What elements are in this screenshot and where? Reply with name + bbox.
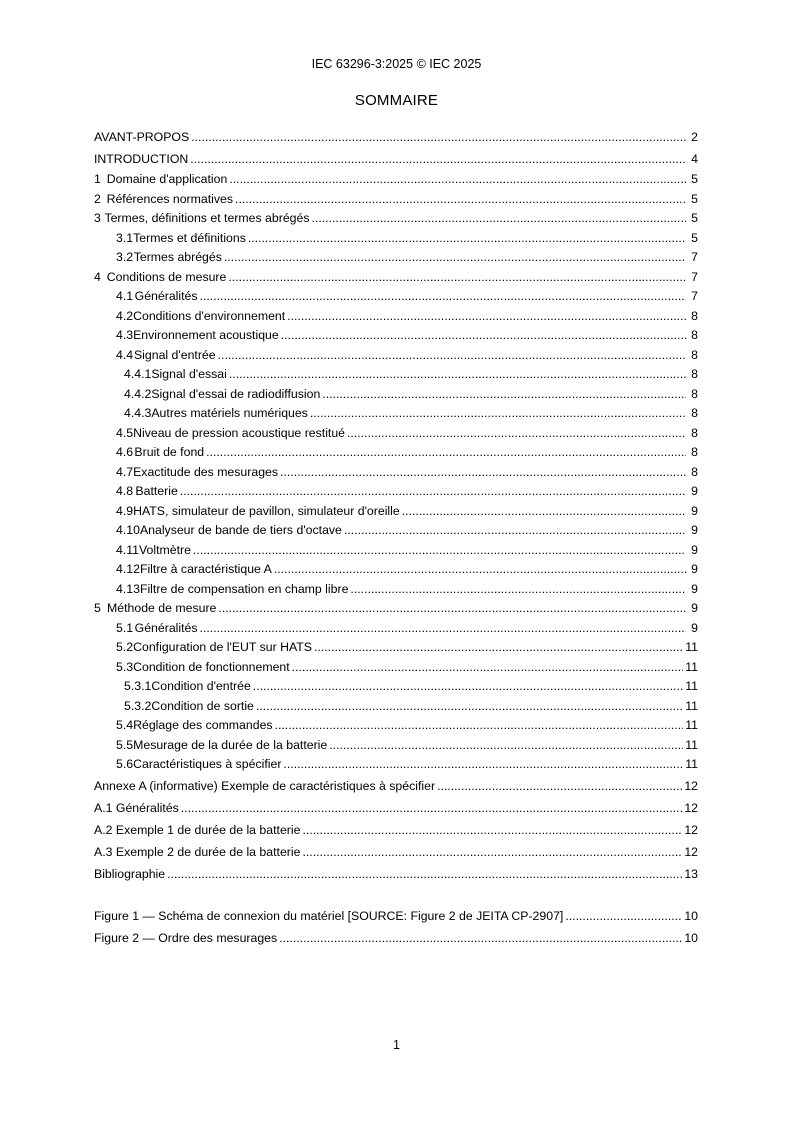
entry-title: Conditions d'environnement: [133, 308, 286, 323]
entry-page-number: 7: [691, 289, 698, 303]
entry-title: Caractéristiques à spécifier: [133, 757, 282, 771]
toc-entry[interactable]: [94, 126, 698, 148]
dot-leader: [402, 502, 686, 522]
dot-leader: [310, 404, 686, 424]
toc-entry[interactable]: [94, 841, 698, 863]
dot-leader: [228, 268, 686, 288]
entry-title: Exactitude des mesurages: [133, 464, 279, 479]
entry-page-number: 12: [684, 822, 698, 837]
entry-page-number: 9: [691, 601, 698, 615]
entry-title: Réglage des commandes: [133, 718, 273, 732]
entry-title: HATS, simulateur de pavillon, simulateur d'oreille: [133, 503, 400, 518]
entry-page-number: 8: [691, 386, 698, 401]
entry-number: 4.2: [116, 308, 134, 323]
toc-entry[interactable]: [94, 229, 698, 249]
entry-title: INTRODUCTION: [94, 152, 189, 166]
entry-title: Batterie: [135, 484, 178, 498]
dot-leader: [181, 797, 683, 819]
entry-number: 5.6: [116, 757, 134, 771]
entry-page-number: 12: [684, 800, 698, 815]
dot-leader: [274, 560, 686, 580]
entry-title: Niveau de pression acoustique restitué: [133, 425, 346, 440]
entry-page-number: 8: [691, 367, 698, 381]
entry-page-number: 9: [691, 562, 698, 576]
entry-page-number: 9: [691, 542, 698, 557]
entry-number: 4.11: [116, 542, 140, 557]
entry-number: 5.5: [116, 737, 134, 752]
entry-number: 3.1: [116, 230, 134, 245]
toc-entry[interactable]: [94, 268, 698, 288]
toc-entry[interactable]: [94, 541, 698, 561]
entry-page-number: 11: [685, 757, 698, 771]
entry-title: Condition d'entrée: [151, 679, 251, 693]
toc-entry[interactable]: [94, 599, 698, 619]
toc-entry[interactable]: [94, 580, 698, 600]
entry-title: Généralités: [134, 620, 198, 635]
entry-number: 5.3.2: [124, 698, 152, 713]
entry-page-number: 5: [691, 172, 698, 186]
entry-title: Mesurage de la durée de la batterie: [133, 737, 328, 752]
entry-page-number: 11: [685, 640, 698, 654]
entry-title: A.3 Exemple 2 de durée de la batterie: [94, 844, 301, 859]
entry-page-number: 11: [685, 718, 698, 732]
entry-title: Configuration de l'EUT sur HATS: [133, 640, 313, 654]
dot-leader: [206, 443, 686, 463]
entry-page-number: 8: [691, 406, 698, 420]
toc-entry[interactable]: [94, 560, 698, 580]
toc-entry[interactable]: [94, 248, 698, 268]
toc-entry[interactable]: [94, 716, 698, 736]
entry-number: 4.8: [116, 484, 134, 498]
entry-number: 3.2: [116, 250, 134, 264]
entry-page-number: 5: [691, 230, 698, 245]
entry-number: 4.6: [116, 445, 134, 459]
entry-page-number: 11: [685, 659, 698, 674]
dot-leader: [224, 248, 686, 268]
dot-leader: [256, 697, 683, 717]
toc-entry[interactable]: [94, 404, 698, 424]
entry-page-number: 9: [691, 523, 698, 537]
entry-page-number: 8: [691, 464, 698, 479]
entry-title: Références normatives: [106, 191, 234, 206]
toc-entry[interactable]: [94, 346, 698, 366]
page-number: 1: [393, 1038, 400, 1052]
toc-entry[interactable]: [94, 209, 698, 229]
entry-number: 4.10: [116, 523, 140, 537]
toc-entry[interactable]: [94, 619, 698, 639]
figure-entry[interactable]: [94, 927, 698, 949]
toc-entry[interactable]: [94, 326, 698, 346]
entry-page-number: 12: [684, 778, 698, 793]
entry-title: A.2 Exemple 1 de durée de la batterie: [94, 822, 301, 837]
entry-title: Signal d'essai: [151, 367, 227, 381]
dot-leader: [191, 126, 686, 148]
entry-number: 5.1: [116, 620, 134, 635]
entry-page-number: 13: [684, 866, 698, 881]
toc-entry[interactable]: [94, 736, 698, 756]
dot-leader: [229, 170, 686, 190]
entry-number: 3: [94, 211, 101, 225]
section-gap: [94, 885, 698, 905]
entry-number: 5: [94, 601, 101, 615]
entry-page-number: 2: [691, 130, 698, 144]
toc-entry[interactable]: [94, 463, 698, 483]
dot-leader: [200, 619, 686, 639]
entry-page-number: 8: [691, 425, 698, 440]
entry-number: 4.9: [116, 503, 134, 518]
dot-leader: [281, 326, 686, 346]
entry-page-number: 8: [691, 445, 698, 459]
entry-page-number: 10: [684, 930, 698, 945]
toc-entry[interactable]: [94, 385, 698, 405]
entry-title: Méthode de mesure: [107, 601, 217, 615]
entry-title: Condition de sortie: [151, 698, 254, 713]
entry-number: 5.4: [116, 718, 134, 732]
toc-entry[interactable]: [94, 658, 698, 678]
dot-leader: [437, 775, 682, 797]
entry-title: Termes, définitions et termes abrégés: [104, 211, 310, 225]
entry-number: 4.4: [116, 347, 134, 362]
entry-number: 5.3: [116, 659, 134, 674]
dot-leader: [322, 385, 686, 405]
entry-title: Figure 2 — Ordre des mesurages: [94, 930, 278, 945]
dot-leader: [280, 463, 686, 483]
dot-leader: [167, 863, 682, 885]
dot-leader: [311, 209, 686, 229]
entry-page-number: 12: [684, 844, 698, 859]
toc-entry[interactable]: [94, 755, 698, 775]
entry-page-number: 8: [691, 347, 698, 362]
entry-page-number: 11: [685, 698, 698, 713]
toc-entry[interactable]: [94, 797, 698, 819]
entry-title: Figure 1 — Schéma de connexion du matériel [SOURCE: Figure 2 de JEITA CP-2907]: [94, 908, 564, 923]
entry-page-number: 8: [691, 308, 698, 323]
entry-number: 1: [94, 172, 101, 186]
dot-leader: [248, 229, 686, 249]
table-of-contents: [94, 126, 698, 949]
entry-number: 4.4.3: [124, 406, 152, 420]
entry-number: 2: [94, 191, 101, 206]
entry-number: 4.3: [116, 328, 134, 342]
entry-title: Bibliographie: [94, 866, 166, 881]
toc-entry[interactable]: [94, 697, 698, 717]
entry-number: 4.4.2: [124, 386, 152, 401]
entry-title: Bruit de fond: [134, 445, 205, 459]
dot-leader: [565, 905, 682, 927]
entry-number: 4.12: [116, 562, 140, 576]
entry-title: Voltmètre: [139, 542, 191, 557]
entry-page-number: 7: [691, 269, 698, 284]
toc-entry[interactable]: [94, 287, 698, 307]
dot-leader: [200, 287, 686, 307]
document-header: IEC 63296-3:2025 © IEC 2025: [311, 57, 482, 71]
entry-page-number: 9: [691, 503, 698, 518]
toc-entry[interactable]: [94, 482, 698, 502]
entry-number: 5.2: [116, 640, 134, 654]
toc-title: SOMMAIRE: [354, 92, 439, 109]
toc-entry[interactable]: [94, 502, 698, 522]
entry-number: 5.3.1: [124, 679, 152, 693]
dot-leader: [275, 716, 684, 736]
entry-page-number: 5: [691, 191, 698, 206]
toc-entry[interactable]: [94, 863, 698, 885]
dot-leader: [253, 677, 683, 697]
toc-entry[interactable]: [94, 424, 698, 444]
entry-page-number: 11: [685, 737, 698, 752]
entry-page-number: 8: [691, 328, 698, 342]
entry-title: A.1 Généralités: [94, 800, 179, 815]
toc-entry[interactable]: [94, 170, 698, 190]
entry-number: 4.7: [116, 464, 134, 479]
toc-entry[interactable]: [94, 638, 698, 658]
entry-title: Annexe A (informative) Exemple de caractéristiques à spécifier: [94, 778, 436, 793]
toc-entry[interactable]: [94, 148, 698, 170]
dot-leader: [344, 521, 686, 541]
toc-entry[interactable]: [94, 365, 698, 385]
toc-entry[interactable]: [94, 819, 698, 841]
dot-leader: [279, 927, 682, 949]
entry-page-number: 11: [685, 679, 698, 693]
toc-entry[interactable]: [94, 775, 698, 797]
entry-title: Termes et définitions: [133, 230, 246, 245]
entry-title: Filtre à caractéristique A: [139, 562, 272, 576]
entry-title: Généralités: [134, 289, 198, 303]
dot-leader: [180, 482, 686, 502]
dot-leader: [292, 658, 684, 678]
toc-entry[interactable]: [94, 521, 698, 541]
entry-page-number: 9: [691, 581, 698, 596]
entry-number: 4: [94, 269, 101, 284]
entry-title: Signal d'entrée: [133, 347, 216, 362]
entry-title: Environnement acoustique: [133, 328, 279, 342]
entry-title: Autres matériels numériques: [151, 406, 308, 420]
entry-title: Termes abrégés: [133, 250, 222, 264]
entry-page-number: 5: [691, 211, 698, 225]
entry-page-number: 7: [691, 250, 698, 264]
entry-page-number: 9: [691, 484, 698, 498]
dot-leader: [229, 365, 686, 385]
dot-leader: [329, 736, 683, 756]
entry-page-number: 9: [691, 620, 698, 635]
entry-page-number: 10: [684, 908, 698, 923]
dot-leader: [302, 841, 682, 863]
entry-title: Signal d'essai de radiodiffusion: [151, 386, 321, 401]
dot-leader: [283, 755, 683, 775]
entry-title: AVANT-PROPOS: [94, 130, 190, 144]
dot-leader: [350, 580, 686, 600]
dot-leader: [287, 307, 686, 327]
entry-title: Filtre de compensation en champ libre: [139, 581, 349, 596]
toc-entry[interactable]: [94, 677, 698, 697]
entry-title: Domaine d'application: [106, 172, 228, 186]
dot-leader: [235, 190, 686, 210]
entry-number: 4.5: [116, 425, 134, 440]
entry-page-number: 4: [691, 152, 698, 166]
dot-leader: [190, 148, 686, 170]
dot-leader: [314, 638, 683, 658]
figure-entry[interactable]: [94, 905, 698, 927]
entry-number: 4.13: [116, 581, 140, 596]
entry-number: 4.4.1: [124, 367, 152, 381]
toc-entry[interactable]: [94, 443, 698, 463]
entry-title: Conditions de mesure: [106, 269, 227, 284]
toc-entry[interactable]: [94, 190, 698, 210]
entry-title: Analyseur de bande de tiers d'octave: [139, 523, 342, 537]
dot-leader: [218, 346, 686, 366]
dot-leader: [302, 819, 682, 841]
entry-number: 4.1: [116, 289, 134, 303]
entry-title: Condition de fonctionnement: [133, 659, 290, 674]
dot-leader: [193, 541, 686, 561]
dot-leader: [347, 424, 686, 444]
dot-leader: [218, 599, 686, 619]
toc-entry[interactable]: [94, 307, 698, 327]
